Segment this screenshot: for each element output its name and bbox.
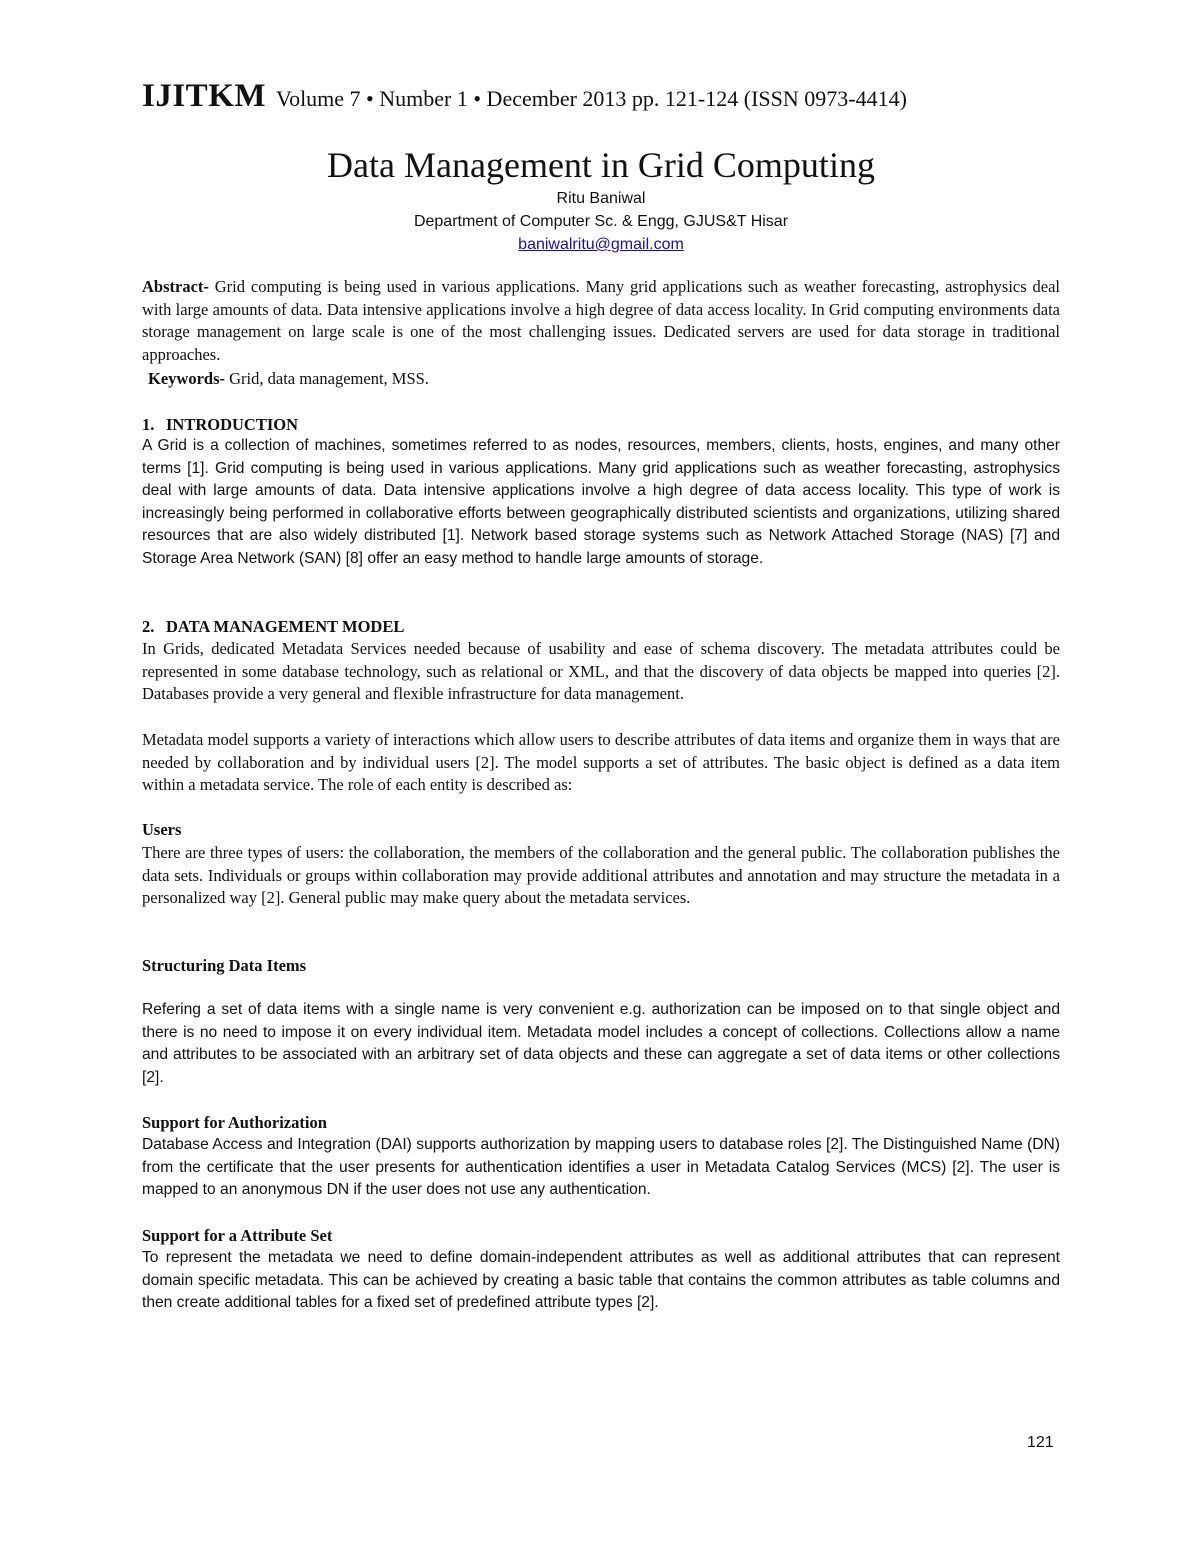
page-number: 121	[1027, 1434, 1054, 1451]
structuring-body: Refering a set of data items with a single name is very convenient e.g. authorization can be imposed on to that single object and there is no need to impose it on every individual item. Metadata model includes a concept of collections. Collections allow a name and attributes to be associated with an arbitrary set of data objects and these can aggregate a set of data items or other collections [2].	[142, 1001, 1060, 1086]
authorization-body: Database Access and Integration (DAI) supports authorization by mapping users to database roles [2]. The Distinguished Name (DN) from the certificate that the user presents for authentication identifies a user in Metadata Catalog Services (MCS) [2]. The user is mapped to an anonymous DN if the user does not use any authentication.	[142, 1136, 1060, 1199]
section-number: 1.	[142, 415, 155, 434]
section-heading-introduction	[142, 414, 298, 436]
author-affiliation: Department of Computer Sc. & Engg, GJUS&T Hisar	[413, 213, 789, 230]
author-name: Ritu Baniwal	[556, 190, 646, 207]
paper-title: Data Management in Grid Computing	[327, 145, 875, 185]
keywords-text: Grid, data management, MSS.	[225, 369, 429, 388]
abstract-label: Abstract-	[142, 277, 209, 296]
journal-name: IJITKM	[142, 78, 267, 114]
keywords-label: Keywords-	[148, 369, 225, 388]
subheading-support-attribute-set: Support for a Attribute Set	[142, 1226, 333, 1245]
subheading-support-authorization: Support for Authorization	[142, 1113, 327, 1132]
keywords	[148, 368, 1066, 391]
users-body: There are three types of users: the collaboration, the members of the collaboration and the general public. The collaboration publishes the data sets. Individuals or groups within collaboration may provide additional attributes and annotation and may structure the metadata in a personalized way [2]. General public may make query about the metadata services.	[142, 843, 1060, 908]
journal-header	[142, 78, 907, 115]
abstract-text: Grid computing is being used in various applications. Many grid applications such as weather forecasting, astrophysics deal with large amounts of data. Data intensive applications involve a high degree of data access locality. In Grid computing environments data storage management on large scale is one of the most challenging issues. Dedicated servers are used for data storage in traditional approaches.	[142, 277, 1060, 364]
subheading-users: Users	[142, 820, 182, 839]
journal-issue-info: Volume 7 • Number 1 • December 2013 pp. 121-124 (ISSN 0973-4414)	[276, 86, 907, 111]
model-paragraph-2: Metadata model supports a variety of interactions which allow users to describe attributes of data items and organize them in ways that are needed by collaboration and by individual users [2]. The model supports a set of attributes. The basic object is defined as a data item within a metadata service. The role of each entity is described as:	[142, 730, 1060, 795]
introduction-body: A Grid is a collection of machines, sometimes referred to as nodes, resources, members, clients, hosts, engines, and many other terms [1]. Grid computing is being used in various applications. Many grid applications such as weather forecasting, astrophysics deal with large amounts of data. Data intensive applications involve a high degree of data access locality. This type of work is increasingly being performed in collaborative efforts between geographically distributed scientists and organizations, utilizing shared resources that are also widely distributed [1]. Network based storage systems such as Network Attached Storage (NAS) [7] and Storage Area Network (SAN) [8] offer an easy method to handle large amounts of storage.	[142, 437, 1060, 567]
section-heading-data-management-model	[142, 616, 404, 638]
section-title: INTRODUCTION	[166, 415, 299, 434]
subheading-structuring-data-items: Structuring Data Items	[142, 956, 307, 975]
section-number: 2.	[142, 617, 155, 636]
author-email-link[interactable]: baniwalritu@gmail.com	[518, 236, 684, 253]
model-paragraph-1: In Grids, dedicated Metadata Services needed because of usability and ease of schema discovery. The metadata attributes could be represented in some database technology, such as relational or XML, and that the discovery of data objects be mapped into queries [2]. Databases provide a very general and flexible infrastructure for data management.	[142, 639, 1060, 704]
section-title: DATA MANAGEMENT MODEL	[166, 617, 405, 636]
abstract	[142, 276, 1060, 366]
attribute-set-body: To represent the metadata we need to define domain-independent attributes as well as additional attributes that can represent domain specific metadata. This can be achieved by creating a basic table that contains the common attributes as table columns and then create additional tables for a fixed set of predefined attribute types [2].	[142, 1249, 1060, 1312]
